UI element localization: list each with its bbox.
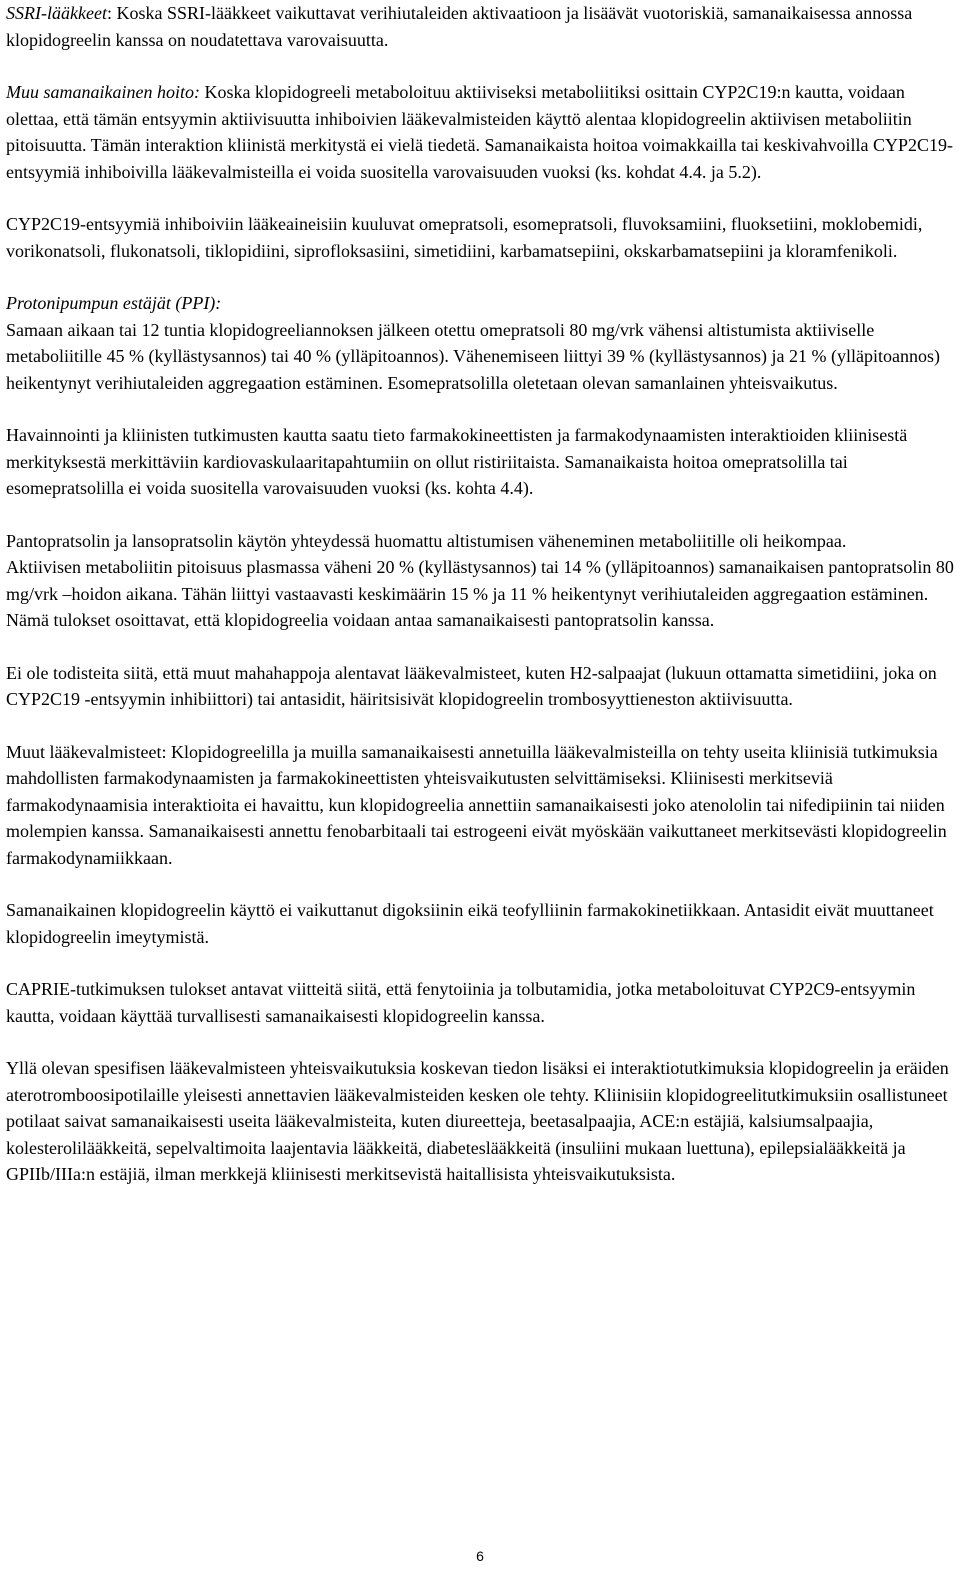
paragraph-caprie: CAPRIE-tutkimuksen tulokset antavat viitteitä siitä, että fenytoiinia ja tolbutamidia, jotka metaboloituvat CYP2C9-entsyymin kautta, voidaan käyttää turvallisesti samanaikaisesti klopidogreelin kanssa.: [6, 979, 916, 1026]
paragraph-observational-studies: Havainnointi ja kliinisten tutkimusten kautta saatu tieto farmakokineettisten ja farmakodynaamisten interaktioiden kliinisestä merkityksestä merkittäviin kardiovaskulaaritapahtumiin on ollut ristiriitaista. Samanaikaista hoitoa omepratsolilla tai esomepratsolilla ei voida suositella varovaisuuden vuoksi (ks. kohta 4.4).: [6, 425, 908, 498]
document-page: [6, 0, 956, 1188]
paragraph-active-metabolite: Aktiivisen metaboliitin pitoisuus plasmassa väheni 20 % (kyllästysannos) tai 14 % (ylläpitoannos) samanaikaisen pantopratsolin 80 mg/vrk –hoidon aikana. Tähän liittyi vastaavasti keskimäärin 15 % ja 11 % heikentynyt verihiutaleiden aggregaation estäminen. Nämä tulokset osoittavat, että klopidogreelia voidaan antaa samanaikaisesti pantopratsolin kanssa.: [6, 557, 954, 630]
paragraph-other-medicinal-products: Muut lääkevalmisteet: Klopidogreelilla ja muilla samanaikaisesti annetuilla lääkevalmisteilla on tehty useita kliinisiä tutkimuksia mahdollisten farmakodynaamisten ja farmakokineettisten yhteisvaikutusten selvittämiseksi. Kliinisesti merkitseviä farmakodynaamisia interaktioita ei havaittu, kun klopidogreelia annettiin samanaikaisesti joko atenololin tai nifedipiinin tai niiden molempien kanssa. Samanaikaisesti annettu fenobarbitaali tai estrogeeni eivät myöskään vaikuttaneet merkitsevästi klopidogreelin farmakodynamiikkaan.: [6, 741, 947, 868]
paragraph-ssri: [6, 0, 956, 53]
paragraph-other-concurrent-treatment: [6, 79, 956, 185]
paragraph-pantoprazole-lansoprazole: Pantopratsolin ja lansopratsolin käytön yhteydessä huomattu altistumisen väheneminen metaboliitille oli heikompaa.: [6, 530, 847, 551]
paragraph-interaction-studies: Yllä olevan spesifisen lääkevalmisteen yhteisvaikutuksia koskevan tiedon lisäksi ei interaktiotutkimuksia klopidogreelin ja eräiden aterotromboosipotilaille yleisesti annettavien lääkevalmisteiden kesken ole tehty. Kliinisiin klopidogreelitutkimuksiin osallistuneet potilaat saivat samanaikaisesti useita lääkevalmisteita, kuten diureetteja, beetasalpaajia, ACE:n estäjiä, kalsiumsalpaajia, kolesterolilääkkeitä, sepelvaltimoita laajentavia lääkkeitä, diabeteslääkkeitä (insuliini mukaan luettuna), epilepsialääkkeitä ja GPIIb/IIIa:n estäjiä, ilman merkkejä kliinisesti merkitsevistä haitallisista yhteisvaikutuksista.: [6, 1058, 949, 1184]
paragraph-cyp2c19-inhibitors: CYP2C19-entsyymiä inhiboiviin lääkeaineisiin kuuluvat omepratsoli, esomepratsoli, fluvoksamiini, fluoksetiini, moklobemidi, vorikonatsoli, flukonatsoli, tiklopidiini, siprofloksasiini, simetidiini, karbamatsepiini, okskarbamatsepiini ja kloramfenikoli.: [6, 214, 923, 261]
ssri-text: : Koska SSRI-lääkkeet vaikuttavat verihiutaleiden aktivaatioon ja lisäävät vuotoriskiä, samanaikaisessa annossa klopidogreelin kanssa on noudatettava varovaisuutta.: [6, 3, 913, 50]
paragraph-ppi: Samaan aikaan tai 12 tuntia klopidogreeliannoksen jälkeen otettu omepratsoli 80 mg/vrk vähensi altistumista aktiiviselle metaboliitille 45 % (kyllästysannos) tai 40 % (ylläpitoannos). Vähenemiseen liittyi 39 % (kyllästysannos) ja 21 % (ylläpitoannos) heikentynyt verihiutaleiden aggregaation estäminen. Esomepratsolilla oletetaan olevan samanlainen yhteisvaikutus.: [6, 319, 940, 393]
other-treatment-text: Koska klopidogreeli metaboloituu aktiiviseksi metaboliitiksi osittain CYP2C19:n kautta, voidaan olettaa, että tämän entsyymin aktiivisuutta inhiboivien lääkevalmisteiden käyttö alentaa klopidogreelin aktiivisen metaboliitin pitoisuutta. Tämän interaktion kliinistä merkitystä ei vielä tiedetä. Samanaikaista hoitoa voimakkailla tai keskivahvoilla CYP2C19-entsyymiä inhiboivilla lääkevalmisteilla ei voida suositella varovaisuuden vuoksi (ks. kohdat 4.4. ja 5.2).: [6, 82, 953, 182]
ssri-label: SSRI-lääkkeet: [6, 3, 107, 23]
ppi-heading: Protonipumpun estäjät (PPI):: [6, 293, 222, 313]
heading-ppi: [6, 290, 956, 317]
other-treatment-label: Muu samanaikainen hoito:: [6, 82, 200, 102]
paragraph-other-acid-reducers: Ei ole todisteita siitä, että muut mahahappoja alentavat lääkevalmisteet, kuten H2-salpaajat (lukuun ottamatta simetidiini, joka on CYP2C19 -entsyymin inhibiittori) tai antasidit, häiritsisivät klopidogreelin trombosyyttieneston aktiivisuutta.: [6, 662, 937, 709]
paragraph-digoxin-theophylline: Samanaikainen klopidogreelin käyttö ei vaikuttanut digoksiinin eikä teofylliinin farmakokinetiikkaan. Antasidit eivät muuttaneet klopidogreelin imeytymistä.: [6, 900, 934, 947]
page-number: 6: [476, 1548, 484, 1564]
